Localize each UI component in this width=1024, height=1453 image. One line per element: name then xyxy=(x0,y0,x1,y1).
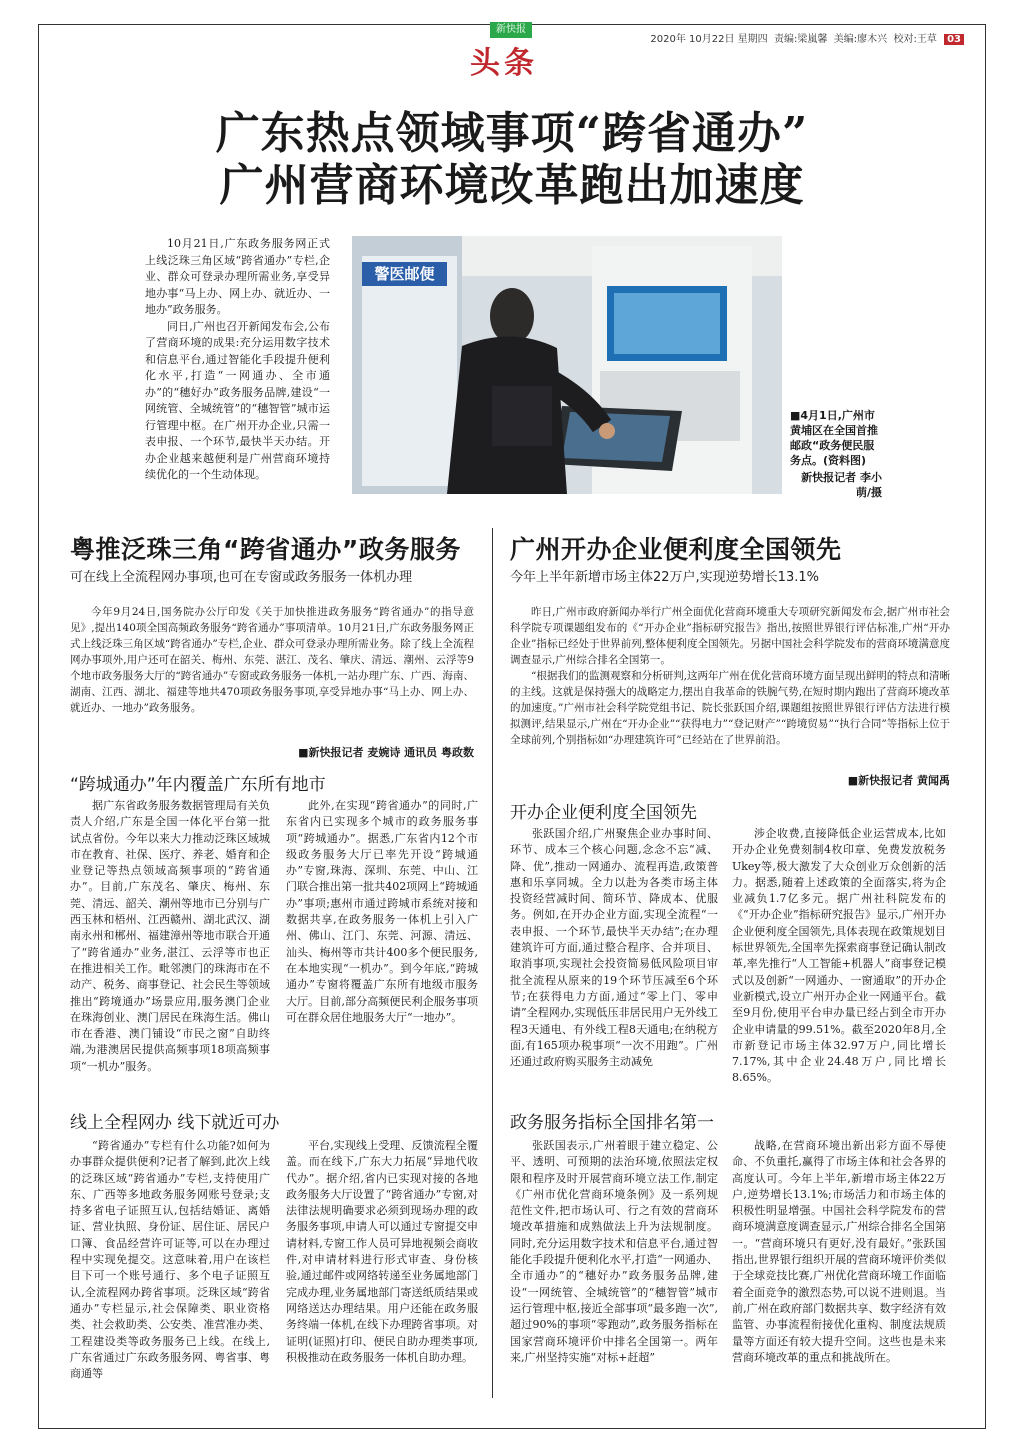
right-section-2-col-1 xyxy=(510,1138,718,1366)
right-article-body xyxy=(510,604,950,748)
news-photo xyxy=(352,236,782,494)
right-article-paragraph-1: 昨日,广州市政府新闻办举行广州全面优化营商环境重大专项研究新闻发布会,据广州市社会科学院专项课题组发布的《“开办企业”指标研究报告》指出,按照世界银行评估标准,广州“开办企业”指标已经处于世界前列,整体便利度全国领先。另据中国社会科学院发布的营商环境满意度调查显示,广州综合排名全国第一。 xyxy=(510,606,950,666)
right-article-paragraph-2: “根据我们的监测观察和分析研判,这两年广州在优化营商环境方面呈现出鲜明的特点和清晰的主线。这就是保持强大的战略定力,摆出自我革命的铁腕气势,在短时期内跑出了营商环境改革的加速度。”广州市社会科学院党组书记、院长张跃国介绍,课题组按照世界银行评估方法进行模拟测评,结果显示,广州在“开办企业”“获得电力”“登记财产”“跨境贸易”“执行合同”等指标上位于全球前列,个别指标如“办理建筑许可”已经站在了世界前沿。 xyxy=(510,670,950,746)
proof-credit: 校对:王草 xyxy=(893,34,937,45)
lead-paragraph-1: 10月21日,广东政务服务网正式上线泛珠三角区域“跨省通办”专栏,企业、群众可登录办理所需业务,享受异地办事“马上办、网上办、就近办、一地办”政务服务。 xyxy=(145,237,330,316)
headline-line-2: 广州营商环境改革跑出加速度 xyxy=(219,160,805,211)
right-section-1-text-1: 张跃国介绍,广州聚焦企业办事时间、环节、成本三个核心问题,念念不忘“减、降、优”,推动一网通办、流程再造,政策普惠和乐享同城。全力以赴为各类市场主体投资经营减时间、简环节、降成本、优服务。例如,在开办企业方面,实现全流程“一表申报、一个环节,最快半天办结”;在办理建筑许可方面,通过整合程序、合并项目、取消事项,实现社会投资简易低风险项目审批全流程从原来的19个环节压减至6个环节;在获得电力方面,通过“零上门、零申请”全程网办,实现低压非居民用户无外线工程3天通电、有外线工程8天通电;在纳税方面,有165项办税事项“一次不用跑”。广州还通过政府购买服务主动减免 xyxy=(510,827,718,1069)
left-section-2-text-1: “跨省通办”专栏有什么功能?如何为办事群众提供便利?记者了解到,此次上线的泛珠区域“跨省通办”专栏,支持使用广东、广西等多地政务服务网账号登录;支持多省电子证照互认,包括结婚证、离婚证、营业执照、身份证、居住证、居民户口簿、食品经营许可证等,可以在办理过程中实现免提交。这意味着,用户在该栏目下可一个账号通行、多个电子证照互认,全流程网办跨省事项。泛珠区域“跨省通办”专栏显示,社会保障类、职业资格类、社会救助类、公安类、准营准办类、工程建设类等政务服务已上线。在线上,广东省通过广东政务服务网、粤省事、粤商通等 xyxy=(70,1139,270,1381)
right-section-1-text-2: 涉企收费,直接降低企业运营成本,比如开办企业免费刻制4枚印章、免费发放税务Ukey等,极大激发了大众创业万众创新的活力。据悉,随着上述政策的全面落实,将为企业减负1.7亿多元。据广州社科院发布的《“开办企业”指标研究报告》显示,广州开办企业便利度全国领先,具体表现在政策规划目标世界领先,全国率先探索商事登记确认制改革,率先推行“人工智能+机器人”商事登记模式以及创新“一网通办、一窗通取”的开办企业新模式,设立广州开办企业一网通平台。截至9月份,使用平台申办量已经占到全市开办企业申请量的99.51%。截至2020年8月,全市新登记市场主体32.97万户,同比增长7.17%,其中企业24.48万户,同比增长8.65%。 xyxy=(732,827,946,1085)
left-section-1-col-2 xyxy=(286,798,478,1026)
left-section-2-title: 线上全程网办 线下就近可办 xyxy=(70,1113,280,1133)
column-divider xyxy=(492,528,493,1398)
left-article-body xyxy=(70,604,474,716)
photo-caption-text: ■4月1日,广州市黄埔区在全国首推邮政“政务便民服务点。(资料图) xyxy=(790,409,878,467)
right-section-2-text-2: 战略,在营商环境出新出彩方面不辱使命、不负重托,赢得了市场主体和社会各界的高度认可。今年上半年,新增市场主体22万户,逆势增长13.1%;市场活力和市场主体的积极性明显增强。中国社会科学院发布的营商环境满意度调查显示,广州综合排名全国第一。“营商环境只有更好,没有最好。”张跃国指出,世界银行组织开展的营商环境评价类似于全球竞技比赛,广州优化营商环境工作面临着全面竞争的激烈态势,可以说不进则退。当前,广州在政府部门数据共享、数字经济有效监管、办事流程衔接优化重构、制度法规质量等方面还有较大提升空间。这些也是未来营商环境改革的重点和挑战所在。 xyxy=(732,1139,946,1364)
right-section-1-col-1 xyxy=(510,826,718,1070)
dateline xyxy=(650,30,964,45)
left-article-paragraph: 今年9月24日,国务院办公厅印发《关于加快推进政务服务“跨省通办”的指导意见》,提出140项全国高频政务服务“跨省通办”事项清单。10月21日,广东政务服务网正式上线泛珠三角区域“跨省通办”专栏,企业、群众可登录办理所需业务。除了线上全流程网办事项外,用户还可在韶关、梅州、东莞、湛江、茂名、肇庆、清远、潮州、云浮等9个地市政务服务大厅的“跨省通办”专窗或政务服务一体机,一站办理广东、广西、海南、湖南、江西、湖北、福建等地共470项政务服务事项,享受异地办事“马上办、网上办、就近办、一地办”政务服务。 xyxy=(70,606,474,714)
photo-caption xyxy=(790,408,882,500)
headline-line-1: 广东热点领域事项“跨省通办” xyxy=(215,108,809,159)
photo-sign: 警医邮便 xyxy=(362,262,447,286)
photo-credit: 新快报记者 李小萌/摄 xyxy=(801,471,882,499)
right-article-deck: 今年上半年新增市场主体22万户,实现逆势增长13.1% xyxy=(510,570,819,585)
left-section-1-text-2: 此外,在实现“跨省通办”的同时,广东省内已实现多个城市的政务服务事项“跨城通办”。据悉,广东省内12个市级政务服务大厅已率先开设“跨城通办”专窗,珠海、深圳、东莞、中山、江门联合推出第一批共402项网上“跨城通办”事项;惠州市通过跨城市系统对接和数据共享,在政务服务一体机上引入广州、佛山、江门、东莞、河源、清远、汕头、梅州等市共计400多个便民服务,在本地实现“一机办”。到今年底,“跨城通办”专窗将覆盖广东所有地级市服务大厅。目前,部分高频便民利企服务事项可在群众居住地服务大厅“一地办”。 xyxy=(286,799,478,1024)
editor-credit: 责编:梁嵐馨 xyxy=(774,34,828,45)
lead-text xyxy=(145,236,330,484)
left-article-byline: ■新快报记者 麦婉诗 通讯员 粤政数 xyxy=(298,746,474,759)
left-section-2-col-1 xyxy=(70,1138,270,1382)
right-section-1-col-2 xyxy=(732,826,946,1087)
right-article-byline: ■新快报记者 黄闻禹 xyxy=(847,774,950,787)
lead-paragraph-2: 同日,广州也召开新闻发布会,公布了营商环境的成果:充分运用数字技术和信息平台,通过智能化手段提升便利化水平,打造“一网通办、全市通办”的“穗好办”政务服务品牌,建设“一网统管、全城统管”的“穗智管”城市运行管理中枢。在广州开办企业,只需一表申报、一个环节,最快半天办结。开办企业越来越便利是广州营商环境持续优化的一个生动体现。 xyxy=(145,319,330,481)
left-article-deck: 可在线上全流程网办事项,也可在专窗或政务服务一体机办理 xyxy=(70,570,413,585)
issue-date: 2020年 10月22日 星期四 xyxy=(650,34,768,45)
left-section-1-col-1 xyxy=(70,798,270,1075)
left-section-1-title: “跨城通办”年内覆盖广东所有地市 xyxy=(70,775,326,795)
left-section-1-text-1: 据广东省政务服务数据管理局有关负责人介绍,广东是全国一体化平台第一批试点省份。今年以来大力推动泛珠区域城市在教育、社保、医疗、养老、婚育和企业登记等热点领域高频事项的“跨省通办”。目前,广东茂名、肇庆、梅州、东莞、清远、韶关、潮州等地市已分别与广西玉林和梧州、江西赣州、湖北武汉、湖南永州和郴州、福建漳州等地市联合开通了“跨省通办”业务,湛江、云浮等市也正在推进相关工作。毗邻澳门的珠海市在不动产、税务、商事登记、社会民生等领域推出“跨境通办”场景应用,服务澳门企业在珠海创业、澳门居民在珠海生活。佛山市在香港、澳门铺设“市民之窗”自助终端,为港澳居民提供高频事项18项高频事项“一机办”服务。 xyxy=(70,799,270,1073)
section-title: 头条 xyxy=(470,46,538,81)
left-section-2-text-2: 平台,实现线上受理、反馈流程全覆盖。而在线下,广东大力拓展“异地代收代办”。据介绍,省内已实现对接的各地政务服务大厅设置了“跨省通办”专窗,对法律法规明确要求必须到现场办理的政务服务事项,申请人可以通过专窗提交申请材料,专窗工作人员可异地视频会商收件,对申请材料进行形式审查、身份核验,通过邮件或网络转递至业务属地部门完成办理,业务属地部门寄送纸质结果或网络送达办理结果。用户还能在政务服务终端一体机,在线下办理跨省事项。对证明(证照)打印、便民自助办理类事项,积极推动在政务服务一体机自助办理。 xyxy=(286,1139,478,1364)
left-section-2-col-2 xyxy=(286,1138,478,1366)
left-article-title: 粤推泛珠三角“跨省通办”政务服务 xyxy=(70,535,461,564)
right-section-2-title: 政务服务指标全国排名第一 xyxy=(510,1113,714,1133)
right-section-2-text-1: 张跃国表示,广州着眼于建立稳定、公平、透明、可预期的法治环境,依照法定权限和程序及时开展营商环境立法工作,制定《广州市优化营商环境条例》及一系列规范性文件,把市场认可、行之有效的营商环境改革措施和成熟做法上升为法规制度。同时,充分运用数字技术和信息平台,通过智能化手段提升便利化水平,打造“一网通办、全市通办”的“穗好办”政务服务品牌,建设“一网统管、全城统管”的“穗智管”城市运行管理中枢,接近全部事项“最多跑一次”,超过90%的事项“零跑动”,政务服务指标在国家营商环境评价中排名全国第一。两年来,广州坚持实施“对标+赶超” xyxy=(510,1139,718,1364)
right-section-1-title: 开办企业便利度全国领先 xyxy=(510,803,697,823)
right-article-title: 广州开办企业便利度全国领先 xyxy=(510,535,842,564)
page-number: 03 xyxy=(944,34,964,45)
designer-credit: 美编:廖木兴 xyxy=(833,34,888,45)
right-section-2-col-2 xyxy=(732,1138,946,1366)
masthead-tag: 新快报 xyxy=(490,22,532,38)
